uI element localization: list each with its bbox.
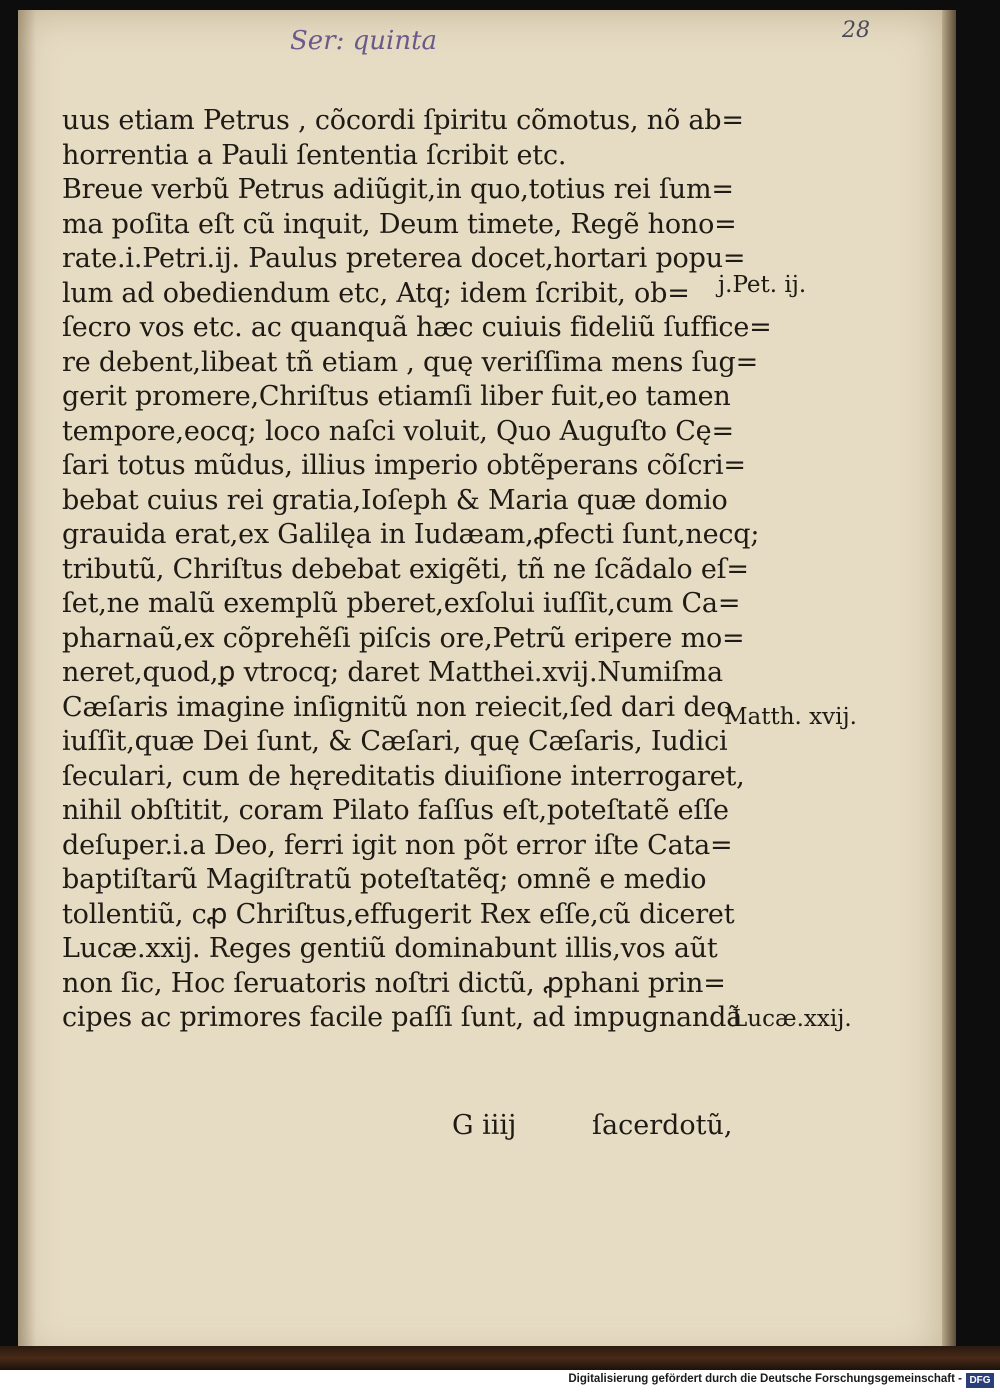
text-line: uus etiam Petrus , cõcordi ſpiritu cõmotus, nõ ab= xyxy=(62,105,744,136)
text-line: horrentia a Pauli ſententia ſcribit etc. xyxy=(62,139,567,171)
catchline xyxy=(452,1110,732,1141)
text-line: gerit promere,Chriſtus etiamſi liber fuit,eo tamen xyxy=(62,381,731,412)
text-line: neret,quod,ꝑ vtrocq; daret Matthei.xvij.Numiſma xyxy=(62,657,723,688)
text-line: ſari totus mũdus, illius imperio obtẽperans cõſcri= xyxy=(62,450,746,481)
folio-number: 28 xyxy=(842,18,870,43)
marginal-note-luke: Lucæ.xxij. xyxy=(732,1006,852,1032)
text-line: ma poſita eſt cũ inquit, Deum timete, Regẽ hono= xyxy=(62,208,737,240)
text-line: non ſic, Hoc ſeruatoris noſtri dictũ, ꝓphani prin= xyxy=(62,967,726,999)
text-line: ſet,ne malũ exemplũ pberet,exſolui iuſſit,cum Ca= xyxy=(62,588,741,619)
text-line: rate.i.Petri.ij. Paulus preterea docet,hortari popu= xyxy=(62,243,746,274)
text-line: iuſſit,quæ Dei ſunt, & Cæſari, quę Cæſaris, Iudici xyxy=(62,726,728,757)
text-line: Lucæ.xxij. Reges gentiũ dominabunt illis,vos aũt xyxy=(62,933,718,964)
text-line: baptiſtarũ Magiſtratũ poteſtatẽq; omnẽ e medio xyxy=(62,864,707,895)
handwritten-header-note: Ser: quinta xyxy=(290,26,438,56)
text-line: Breue verbũ Petrus adiũgit,in quo,totius rei ſum= xyxy=(62,174,734,205)
text-line: tollentiũ, cꝓ Chriſtus,effugerit Rex eſſe,cũ diceret xyxy=(62,898,735,930)
text-line: bebat cuius rei gratia,Ioſeph & Maria quæ domio xyxy=(62,484,728,516)
binding-strip xyxy=(0,1346,1000,1370)
marginal-note-peter: j.Pet. ij. xyxy=(718,272,807,298)
catchword: ſacerdotũ, xyxy=(592,1110,733,1141)
text-line: lum ad obediendum etc, Atq; idem ſcribit, ob= xyxy=(62,277,690,309)
text-line: tempore,eocq; loco naſci voluit, Quo Auguſto Cę= xyxy=(62,415,734,447)
footer-bar xyxy=(0,1370,1000,1392)
marginal-note-matthew: Matth. xvij. xyxy=(724,704,857,730)
signature-mark: G iiij xyxy=(452,1110,517,1141)
text-line: deſuper.i.a Deo, ferri igit non põt error iſte Cata= xyxy=(62,829,733,861)
page-edge xyxy=(942,10,956,1362)
text-line: Cæſaris imagine inſignitũ non reiecit,ſed dari deo xyxy=(62,691,733,723)
text-line: ſeculari, cum de hęreditatis diuiſione interrogaret, xyxy=(62,760,745,792)
text-line: cipes ac primores facile paſſi ſunt, ad impugnandã xyxy=(62,1002,743,1033)
text-line: ſecro vos etc. ac quanquã hæc cuiuis fideliũ ſuffice= xyxy=(62,312,772,343)
dfg-logo: DFG xyxy=(966,1373,994,1388)
text-line: grauida erat,ex Galilęa in Iudæam,ꝓfecti ſunt,necq; xyxy=(62,519,760,550)
text-line: tributũ, Chriſtus debebat exigẽti, tñ ne ſcãdalo eſ= xyxy=(62,553,749,585)
text-line: pharnaũ,ex cõprehẽſi piſcis ore,Petrũ eripere mo= xyxy=(62,622,745,654)
text-line: re debent,libeat tñ etiam , quę veriſſima mens ſug= xyxy=(62,346,759,378)
footer-credit: Digitalisierung gefördert durch die Deutsche Forschungsgemeinschaft - xyxy=(568,1373,962,1385)
text-line: nihil obſtitit, coram Pilato faſſus eſt,poteſtatẽ eſſe xyxy=(62,795,729,826)
